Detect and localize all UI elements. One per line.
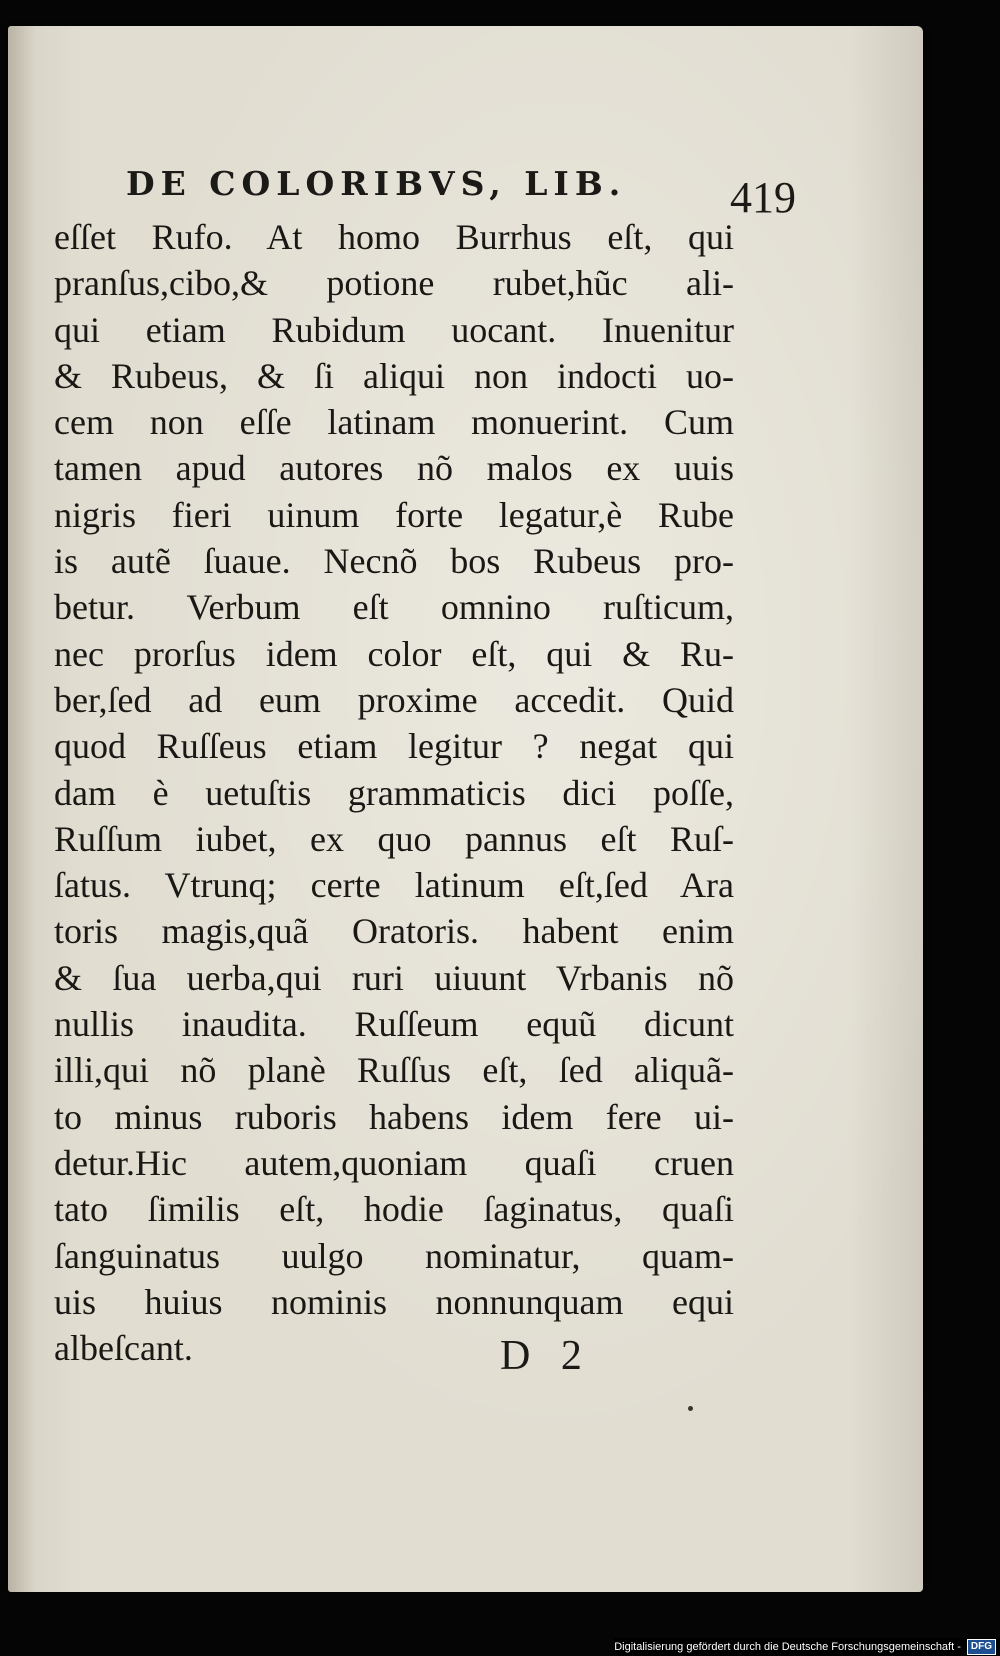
text-line: nec prorſus idem color eſt, qui & Ru- [54,633,734,674]
text-line: ber,ſed ad eum proxime accedit. Quid [54,679,734,720]
text-line: cem non eſſe latinam monuerint. Cum [54,402,734,443]
text-line: & Rubeus, & ſi aliqui non indocti uo- [54,355,734,396]
text-line: dam è uetuſtis grammaticis dici poſſe, [54,772,734,813]
text-line: eſſet Rufo. At homo Burrhus eſt, qui [54,217,734,257]
text-block [54,214,734,1371]
signature-mark: D 2 [500,1333,592,1379]
dfg-logo[interactable]: DFG [967,1639,996,1655]
text-line: to minus ruboris habens idem fere ui- [54,1096,734,1137]
text-line: quod Ruſſeus etiam legitur ? negat qui [54,726,734,767]
text-line: nullis inaudita. Ruſſeum equũ dicunt [54,1004,734,1045]
page-number: 419 [730,173,796,222]
footer-bar [614,1638,1000,1656]
text-line: & ſua uerba,qui ruri uiuunt Vrbanis nõ [54,957,734,998]
text-line: detur.Hic autem,quoniam quaſi cruen [54,1142,734,1183]
text-line: ſatus. Vtrunq; certe latinum eſt,ſed Ara [54,865,734,906]
text-line: betur. Verbum eſt omnino ruſticum, [54,587,734,628]
text-line: Ruſſum iubet, ex quo pannus eſt Ruſ- [54,818,734,859]
text-line: qui etiam Rubidum uocant. Inuenitur [54,309,734,350]
book-page [8,26,923,1592]
text-line: tato ſimilis eſt, hodie ſaginatus, quaſi [54,1189,734,1230]
text-line: is autẽ ſuaue. Necnõ bos Rubeus pro- [54,541,734,582]
text-line: albeſcant. [54,1328,193,1369]
text-line: uis huius nominis nonnunquam equi [54,1281,734,1322]
text-line: nigris fieri uinum forte legatur,è Rube [54,494,734,535]
text-line: tamen apud autores nõ malos ex uuis [54,448,734,489]
text-line: ſanguinatus uulgo nominatur, quam- [54,1235,734,1276]
running-head: DE COLORIBVS, LIB. [126,164,627,203]
ink-speck [688,1406,693,1411]
text-line: illi,qui nõ planè Ruſſus eſt, ſed aliquã- [54,1050,734,1091]
text-line: pranſus,cibo,& potione rubet,hũc ali- [54,263,734,304]
text-line: toris magis,quã Oratoris. habent enim [54,911,734,952]
funding-credit: Digitalisierung gefördert durch die Deutsche Forschungsgemeinschaft - [614,1641,961,1653]
